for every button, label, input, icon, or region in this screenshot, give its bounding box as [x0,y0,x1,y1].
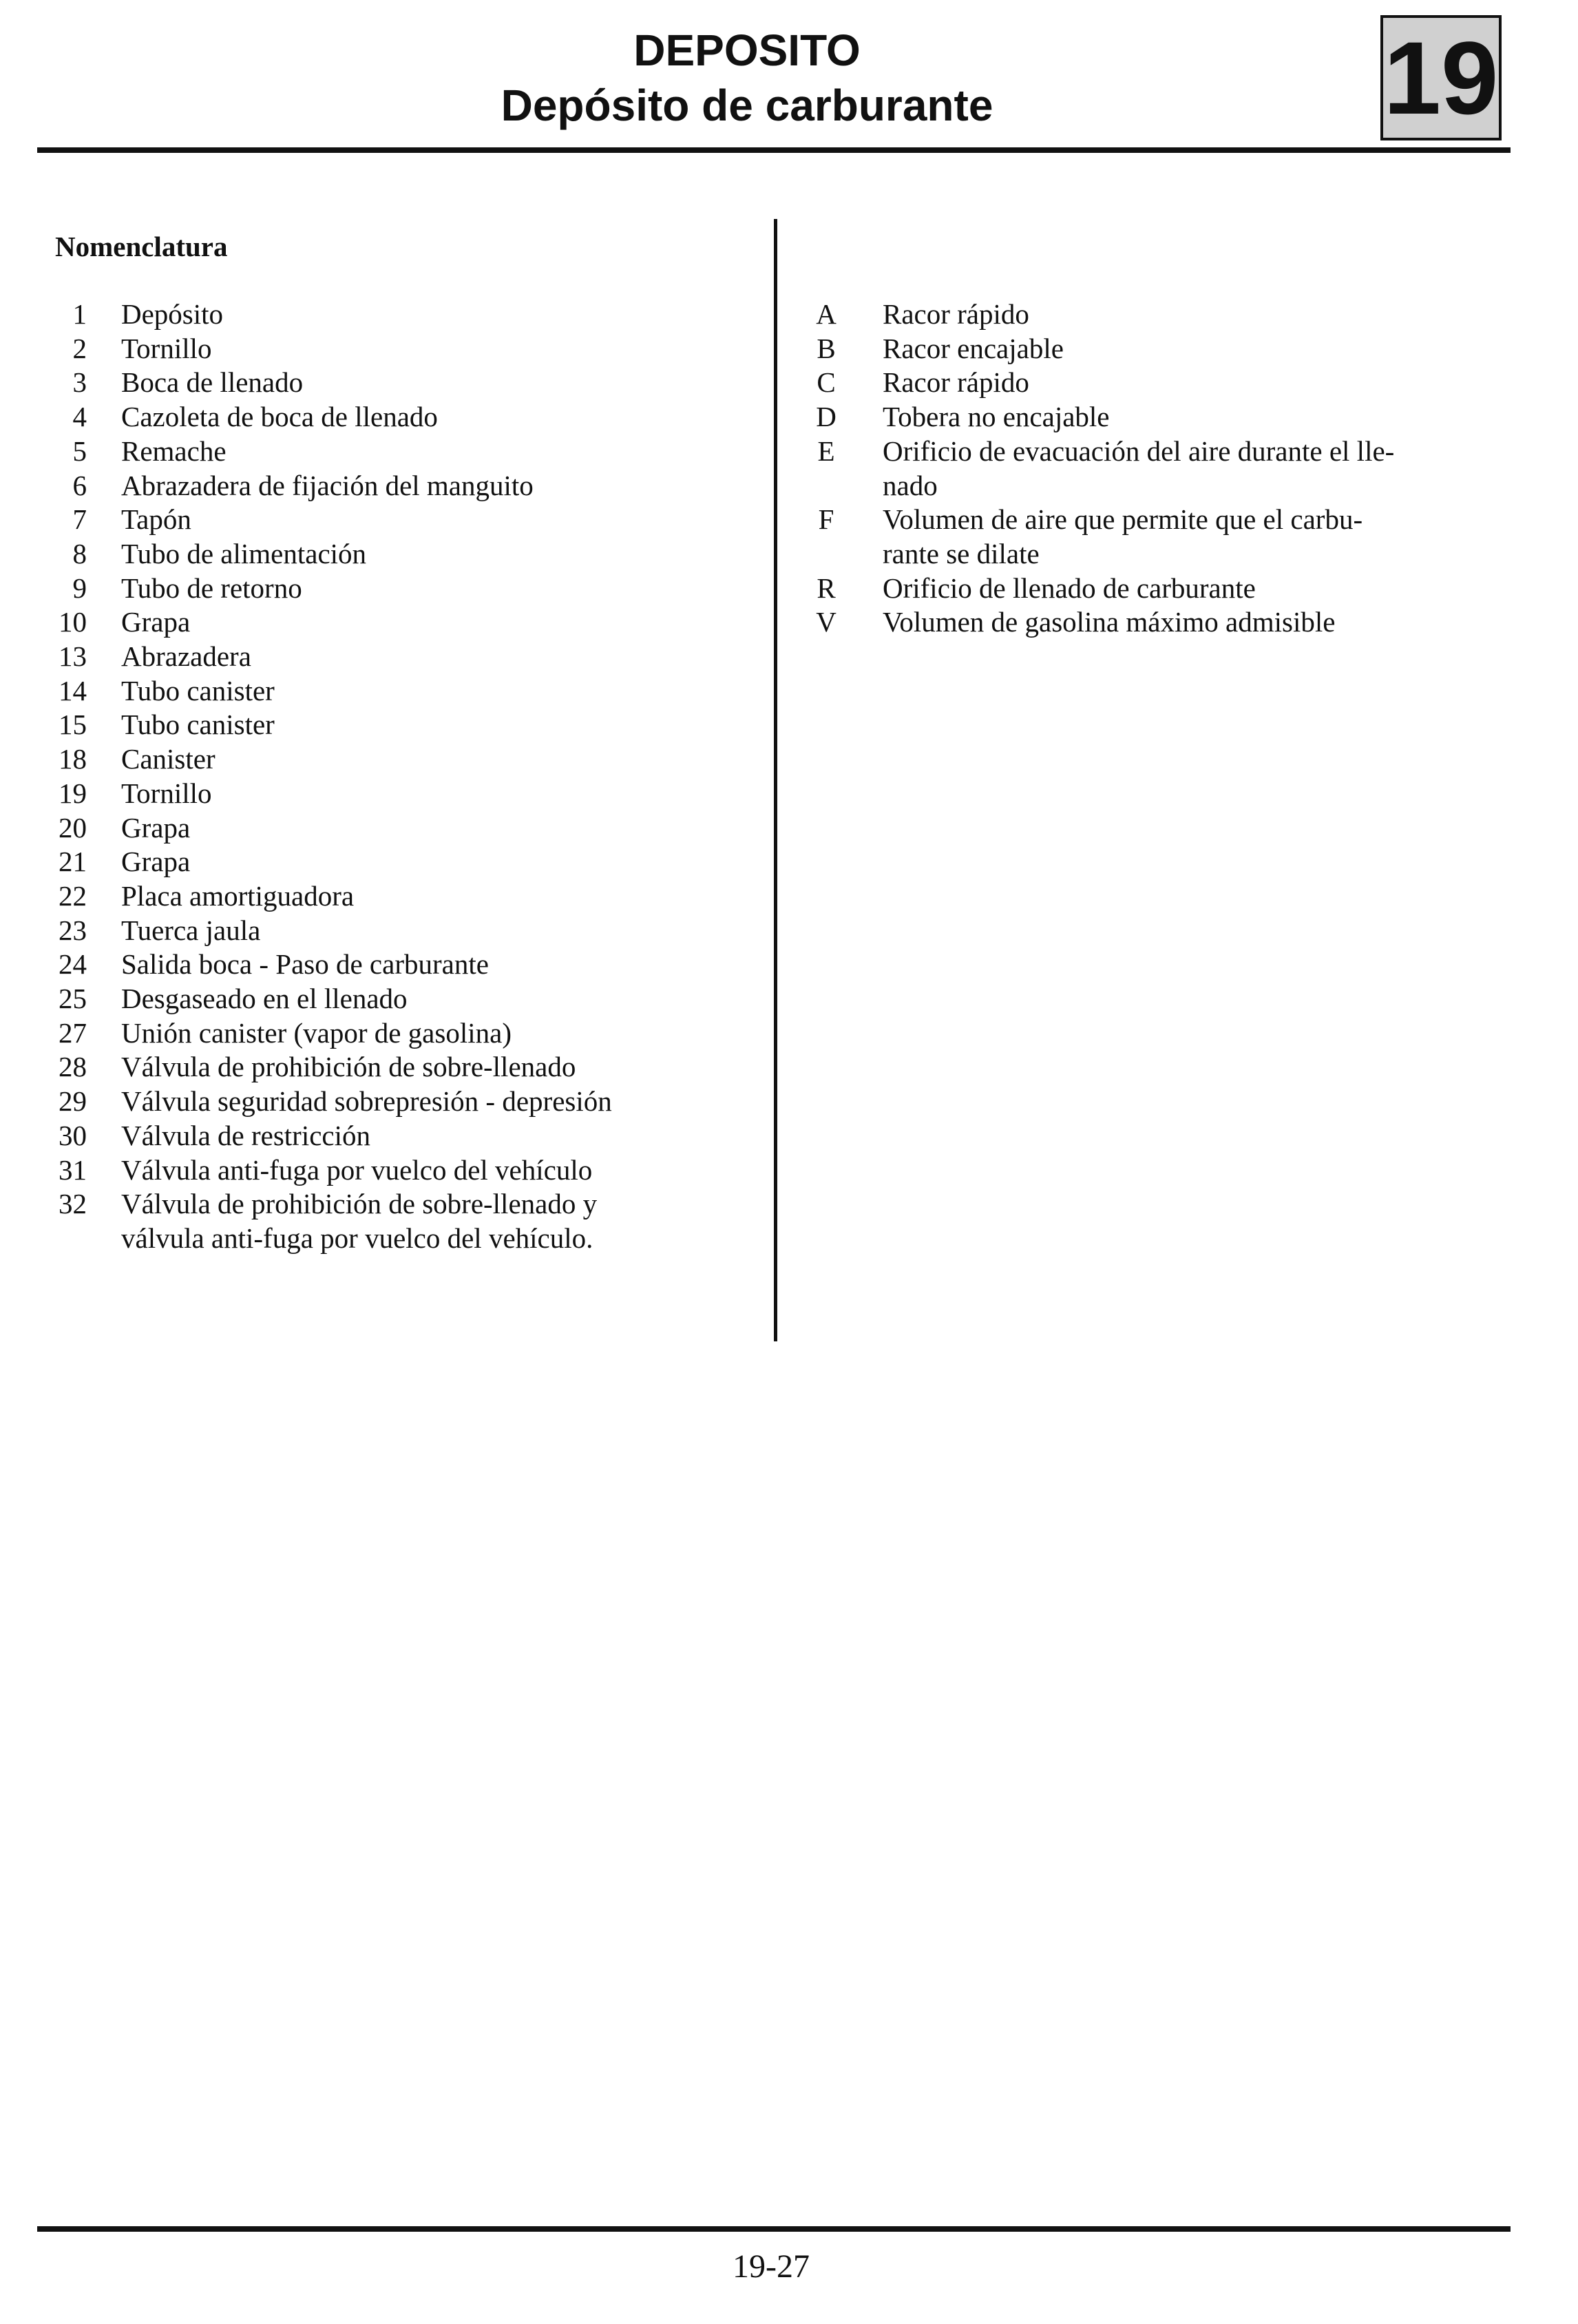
list-item [37,1119,746,1153]
item-key: 31 [59,1153,87,1186]
item-key: 6 [72,469,87,501]
item-key: 22 [59,879,87,912]
item-text: nado [883,469,938,501]
list-item [37,879,746,914]
list-item [37,982,746,1016]
page-number: 19-27 [733,2248,810,2285]
list-item [37,400,746,435]
item-key: 30 [59,1119,87,1151]
list-item [37,605,746,640]
item-text: Salida boca - Paso de carburante [121,948,489,981]
item-text: válvula anti-fuga por vuelco del vehículo. [121,1222,593,1254]
item-text: Tobera no encajable [883,401,1110,433]
list-item [37,708,746,742]
page-title: DEPOSITO [633,25,861,75]
item-key: 13 [59,640,87,673]
list-item [37,845,746,879]
list-item [37,366,746,400]
list-item [37,332,746,366]
list-item [812,605,1473,640]
item-key: 24 [59,948,87,981]
item-text: Grapa [121,811,191,844]
item-text: Tubo de alimentación [121,537,367,569]
footer-divider [37,2226,1511,2232]
list-item [37,1085,746,1119]
item-key: F [818,503,834,536]
list-item [37,572,746,606]
list-item [812,469,1473,503]
item-text: Tubo canister [121,709,275,741]
list-item [812,572,1473,606]
list-item [37,914,746,948]
item-key: R [817,572,836,604]
list-item [37,1222,746,1256]
item-key: D [816,401,837,433]
list-item [812,332,1473,366]
item-key: 9 [72,572,87,604]
item-text: Racor rápido [883,298,1029,330]
item-text: Racor rápido [883,366,1029,399]
item-key: 32 [59,1188,87,1220]
item-key: 29 [59,1085,87,1118]
item-key: B [817,332,836,364]
list-item [37,777,746,811]
item-key [812,469,840,503]
item-key: 1 [72,298,87,330]
item-key: 14 [59,674,87,706]
item-key: 10 [59,606,87,638]
item-text: Válvula de restricción [121,1119,371,1151]
item-text: Canister [121,743,215,775]
list-item [812,435,1473,469]
list-item [37,742,746,777]
item-key: 5 [72,435,87,467]
list-item [812,503,1473,537]
item-key: 23 [59,914,87,946]
item-text: Grapa [121,606,191,638]
item-key [37,1222,87,1256]
numbered-nomenclature-list [37,297,746,1256]
item-text: Abrazadera [121,640,251,673]
item-text: Tubo canister [121,674,275,706]
list-item [37,537,746,572]
item-text: Depósito [121,298,224,330]
list-item [37,948,746,982]
item-key [812,537,840,572]
list-item [812,297,1473,332]
item-key: 4 [72,401,87,433]
header-divider [37,147,1511,153]
page-subtitle: Depósito de carburante [501,81,993,130]
item-text: Volumen de aire que permite que el carbu- [883,503,1363,536]
item-text: Racor encajable [883,332,1064,364]
list-item [37,435,746,469]
item-key: 25 [59,983,87,1015]
item-key: A [816,298,837,330]
item-text: Grapa [121,846,191,878]
item-key: V [816,606,837,638]
list-item [37,1050,746,1085]
item-key: 28 [59,1051,87,1083]
item-key: E [817,435,835,467]
section-number-badge: 19 [1380,15,1502,140]
item-text: Tornillo [121,332,212,364]
item-key: 20 [59,811,87,844]
item-text: Orificio de evacuación del aire durante el lle- [883,435,1395,467]
item-text: Tornillo [121,777,212,809]
list-item [37,640,746,674]
item-key: 8 [72,537,87,569]
nomenclature-heading: Nomenclatura [55,231,228,262]
item-text: Volumen de gasolina máximo admisible [883,606,1336,638]
item-key: 27 [59,1016,87,1049]
column-divider [774,219,777,1341]
item-text: Placa amortiguadora [121,879,355,912]
list-item [37,503,746,537]
list-item [812,400,1473,435]
item-text: Remache [121,435,227,467]
item-text: Tapón [121,503,191,536]
item-text: Válvula de prohibición de sobre-llenado [121,1051,576,1083]
item-text: Abrazadera de fijación del manguito [121,469,534,501]
item-text: rante se dilate [883,537,1040,569]
list-item [37,1187,746,1222]
list-item [37,297,746,332]
item-text: Cazoleta de boca de llenado [121,401,438,433]
item-text: Tuerca jaula [121,914,261,946]
item-key: 19 [59,777,87,809]
list-item [37,1153,746,1188]
list-item [37,1016,746,1051]
item-text: Desgaseado en el llenado [121,983,408,1015]
item-text: Tubo de retorno [121,572,302,604]
list-item [812,366,1473,400]
item-key: 18 [59,743,87,775]
item-text: Unión canister (vapor de gasolina) [121,1016,512,1049]
item-text: Válvula seguridad sobrepresión - depresión [121,1085,612,1118]
item-text: Boca de llenado [121,366,304,399]
item-text: Orificio de llenado de carburante [883,572,1256,604]
item-key: 2 [72,332,87,364]
list-item [37,811,746,846]
lettered-nomenclature-list [812,297,1473,640]
item-text: Válvula anti-fuga por vuelco del vehículo [121,1153,593,1186]
item-text: Válvula de prohibición de sobre-llenado y [121,1188,598,1220]
list-item [812,537,1473,572]
item-key: 21 [59,846,87,878]
item-key: C [817,366,836,399]
list-item [37,469,746,503]
item-key: 7 [72,503,87,536]
item-key: 3 [72,366,87,399]
list-item [37,674,746,709]
item-key: 15 [59,709,87,741]
